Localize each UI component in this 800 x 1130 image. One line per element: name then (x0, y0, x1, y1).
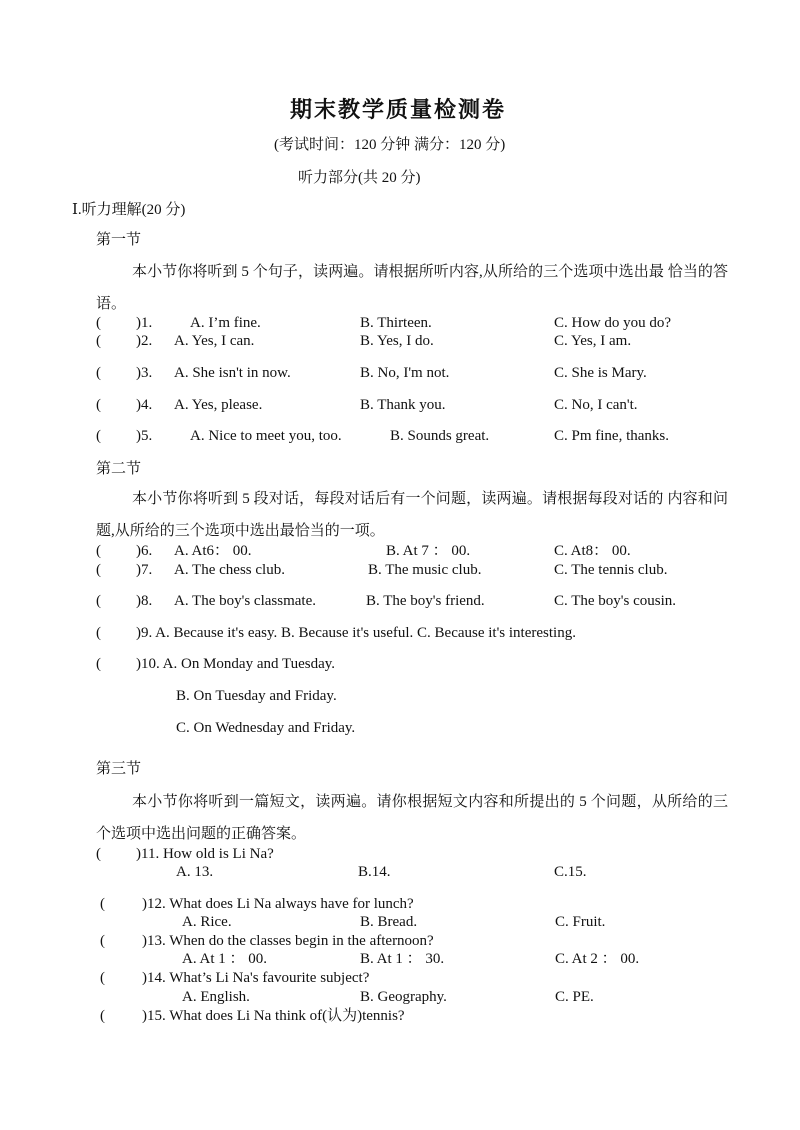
option-a: A. English. (182, 989, 250, 1005)
question-stem: )13. When do the classes begin in the afternoon? (142, 933, 434, 949)
answer-blank[interactable]: ( (100, 1008, 105, 1024)
question-number: )5. (136, 428, 153, 444)
option-b: B. The boy's friend. (366, 593, 485, 609)
option-c: C. Pm fine, thanks. (554, 428, 669, 444)
option-c: C.15. (554, 864, 587, 880)
question-stem: )15. What does Li Na think of(认为)tennis? (142, 1008, 405, 1024)
option-c: C. At8： 00. (554, 543, 631, 559)
option-b: B. Thirteen. (360, 315, 432, 331)
option-a: A. At6： 00. (174, 543, 252, 559)
option-b: B. Geography. (360, 989, 447, 1005)
option-b: B. No, I'm not. (360, 365, 450, 381)
part-title: 听力部分(共 20 分) (298, 170, 421, 186)
answer-blank[interactable]: ( (96, 625, 101, 641)
part3-heading: 第三节 (96, 761, 142, 777)
answer-blank[interactable]: ( (96, 562, 101, 578)
question-number: )4. (136, 397, 153, 413)
question-number: )6. (136, 543, 153, 559)
question-stem: )11. How old is Li Na? (136, 846, 274, 862)
answer-blank[interactable]: ( (100, 970, 105, 986)
page-title: 期末教学质量检测卷 (290, 97, 507, 122)
question-stem: )12. What does Li Na always have for lunch? (142, 896, 414, 912)
option-a: A. The boy's classmate. (174, 593, 316, 609)
question-number: )2. (136, 333, 153, 349)
question-number: )1. (136, 315, 153, 331)
option-c: C. No, I can't. (554, 397, 638, 413)
question-stem: )14. What’s Li Na's favourite subject? (142, 970, 370, 986)
answer-blank[interactable]: ( (100, 933, 105, 949)
option-a: A. The chess club. (174, 562, 285, 578)
option-a: A. Rice. (182, 914, 232, 930)
option-c: C. At 2 ： 00. (555, 951, 640, 967)
part3-instruction: 本小节你将听到一篇短文，读两遍。请你根据短文内容和所提出的 5 个问题，从所给的三个选项中选出问题的正确答案。 (96, 794, 728, 842)
section-heading: Ⅰ.听力理解(20 分) (72, 202, 186, 218)
answer-blank[interactable]: ( (96, 397, 101, 413)
option-c: C. Fruit. (555, 914, 606, 930)
option-a: A. 13. (176, 864, 214, 880)
answer-blank[interactable]: ( (100, 896, 105, 912)
question-text: )10. A. On Monday and Tuesday. (136, 656, 336, 672)
option-b: B. Bread. (360, 914, 418, 930)
option-a: A. I’m fine. (190, 315, 261, 331)
option-a: A. At 1 ： 00. (182, 951, 268, 967)
answer-blank[interactable]: ( (96, 365, 101, 381)
part2-instruction: 本小节你将听到 5 段对话，每段对话后有一个问题，读两遍。请根据每段对话的 内容和问题,从所给的三个选项中选出最恰当的一项。 (96, 491, 728, 539)
part2-heading: 第二节 (96, 461, 142, 477)
option-c: C. How do you do? (554, 315, 672, 331)
option-b: B. Thank you. (360, 397, 446, 413)
option-a: A. Yes, please. (174, 397, 263, 413)
option-b: B. At 7 ： 00. (386, 543, 471, 559)
exam-info: (考试时间：120 分钟 满分：120 分) (274, 137, 506, 153)
option-b: B. Sounds great. (390, 428, 490, 444)
answer-blank[interactable]: ( (96, 428, 101, 444)
answer-blank[interactable]: ( (96, 846, 101, 862)
answer-blank[interactable]: ( (96, 593, 101, 609)
part1-heading: 第一节 (96, 232, 142, 248)
option-c: C. The tennis club. (554, 562, 668, 578)
option-c: C. The boy's cousin. (554, 593, 677, 609)
option-a: A. She isn't in now. (174, 365, 291, 381)
question-number: )7. (136, 562, 153, 578)
option-c: C. On Wednesday and Friday. (176, 720, 356, 736)
option-c: C. She is Mary. (554, 365, 647, 381)
answer-blank[interactable]: ( (96, 543, 101, 559)
option-c: C. Yes, I am. (554, 333, 632, 349)
part1-instruction: 本小节你将听到 5 个句子，读两遍。请根据所听内容,从所给的三个选项中选出最 恰当的答语。 (96, 264, 728, 312)
option-b: B. Yes, I do. (360, 333, 434, 349)
option-a: A. Yes, I can. (174, 333, 255, 349)
option-a: A. Nice to meet you, too. (190, 428, 342, 444)
answer-blank[interactable]: ( (96, 333, 101, 349)
option-b: B. The music club. (368, 562, 482, 578)
option-c: C. PE. (555, 989, 594, 1005)
option-b: B. On Tuesday and Friday. (176, 688, 337, 704)
question-number: )8. (136, 593, 153, 609)
answer-blank[interactable]: ( (96, 656, 101, 672)
question-text: )9. A. Because it's easy. B. Because it's useful. C. Because it's interesting. (136, 625, 576, 641)
answer-blank[interactable]: ( (96, 315, 101, 331)
question-number: )3. (136, 365, 153, 381)
option-b: B. At 1 ： 30. (360, 951, 445, 967)
option-b: B.14. (358, 864, 391, 880)
